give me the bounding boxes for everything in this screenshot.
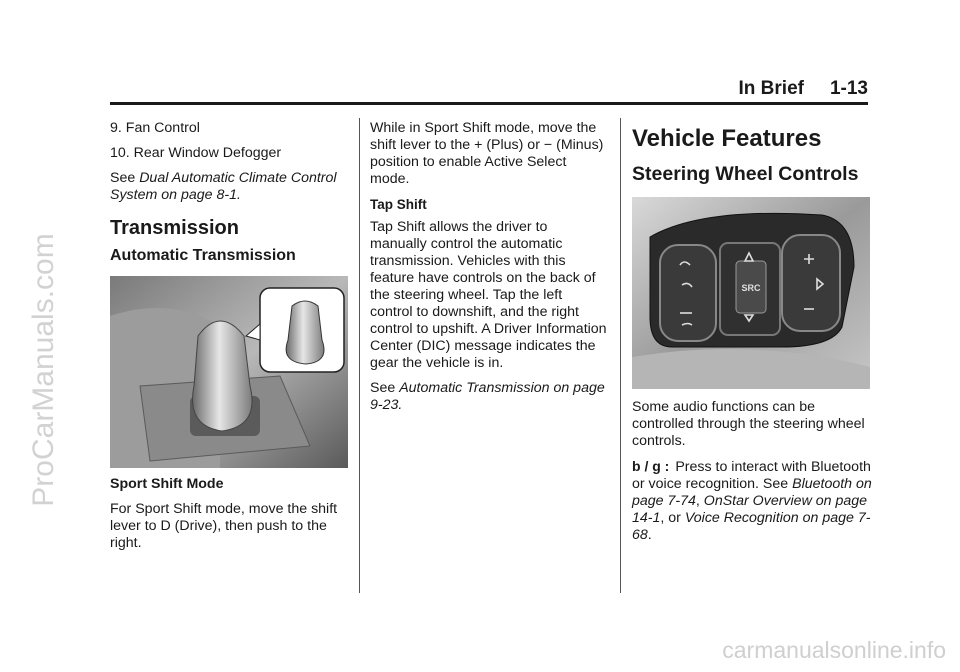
body-text: While in Sport Shift mode, move the shift lever to the + (Plus) or − (Minus) position to enable Active Select mode. bbox=[370, 120, 604, 187]
column-1 bbox=[110, 120, 350, 560]
page-number: 1-13 bbox=[829, 78, 868, 99]
subsection-heading: Steering Wheel Controls bbox=[632, 163, 859, 185]
page-header bbox=[739, 78, 868, 100]
section-heading: Transmission bbox=[110, 217, 239, 239]
cross-reference: See Automatic Transmission on page 9-23. bbox=[370, 380, 605, 413]
column-divider bbox=[359, 118, 360, 593]
column-3 bbox=[632, 120, 872, 552]
control-description: b / g : Press to interact with Bluetooth or voice recognition. See Bluetooth on page 7-74, OnStar Overview on page 14-1, or Voice Recognition on page 7-68. bbox=[632, 458, 872, 543]
steering-controls-image bbox=[632, 197, 870, 389]
list-item: 9. Fan Control bbox=[110, 120, 200, 136]
bottom-watermark: carmanualsonline.info bbox=[722, 637, 946, 663]
list-item: 10. Rear Window Defogger bbox=[110, 145, 282, 161]
subsection-heading: Automatic Transmission bbox=[110, 247, 296, 264]
reference-link[interactable]: Voice Recognition on page 7-68 bbox=[632, 510, 871, 543]
subheading: Sport Shift Mode bbox=[110, 476, 224, 492]
reference-link[interactable]: OnStar Overview on page 14-1 bbox=[632, 493, 868, 526]
side-watermark: ProCarManuals.com bbox=[27, 233, 60, 507]
section-heading: Vehicle Features bbox=[632, 125, 822, 152]
column-2 bbox=[370, 120, 608, 422]
reference-link[interactable]: Dual Automatic Climate Control System on page 8-1. bbox=[110, 170, 337, 203]
phone-voice-icon: b / g : bbox=[632, 458, 670, 474]
body-text: For Sport Shift mode, move the shift lever to D (Drive), then push to the right. bbox=[110, 501, 338, 551]
body-text: Tap Shift allows the driver to manually control the automatic transmission. Vehicles with this feature have controls on the back of the steering wheel. Tap the left control to downshift, and the right control to upshift. A Driver Information Center (DIC) message indicates the gear the vehicle is in. bbox=[370, 219, 607, 371]
reference-link[interactable]: Bluetooth on page 7-74 bbox=[632, 476, 872, 509]
shifter-image bbox=[110, 276, 348, 468]
header-rule bbox=[110, 102, 868, 105]
column-divider bbox=[620, 118, 621, 593]
cross-reference: See Dual Automatic Climate Control System on page 8-1. bbox=[110, 170, 337, 203]
src-label: SRC bbox=[741, 283, 761, 293]
subheading: Tap Shift bbox=[370, 197, 427, 212]
reference-link[interactable]: Automatic Transmission on page 9-23. bbox=[370, 380, 605, 413]
body-text: Some audio functions can be controlled through the steering wheel controls. bbox=[632, 399, 865, 449]
section-title: In Brief bbox=[738, 78, 804, 99]
